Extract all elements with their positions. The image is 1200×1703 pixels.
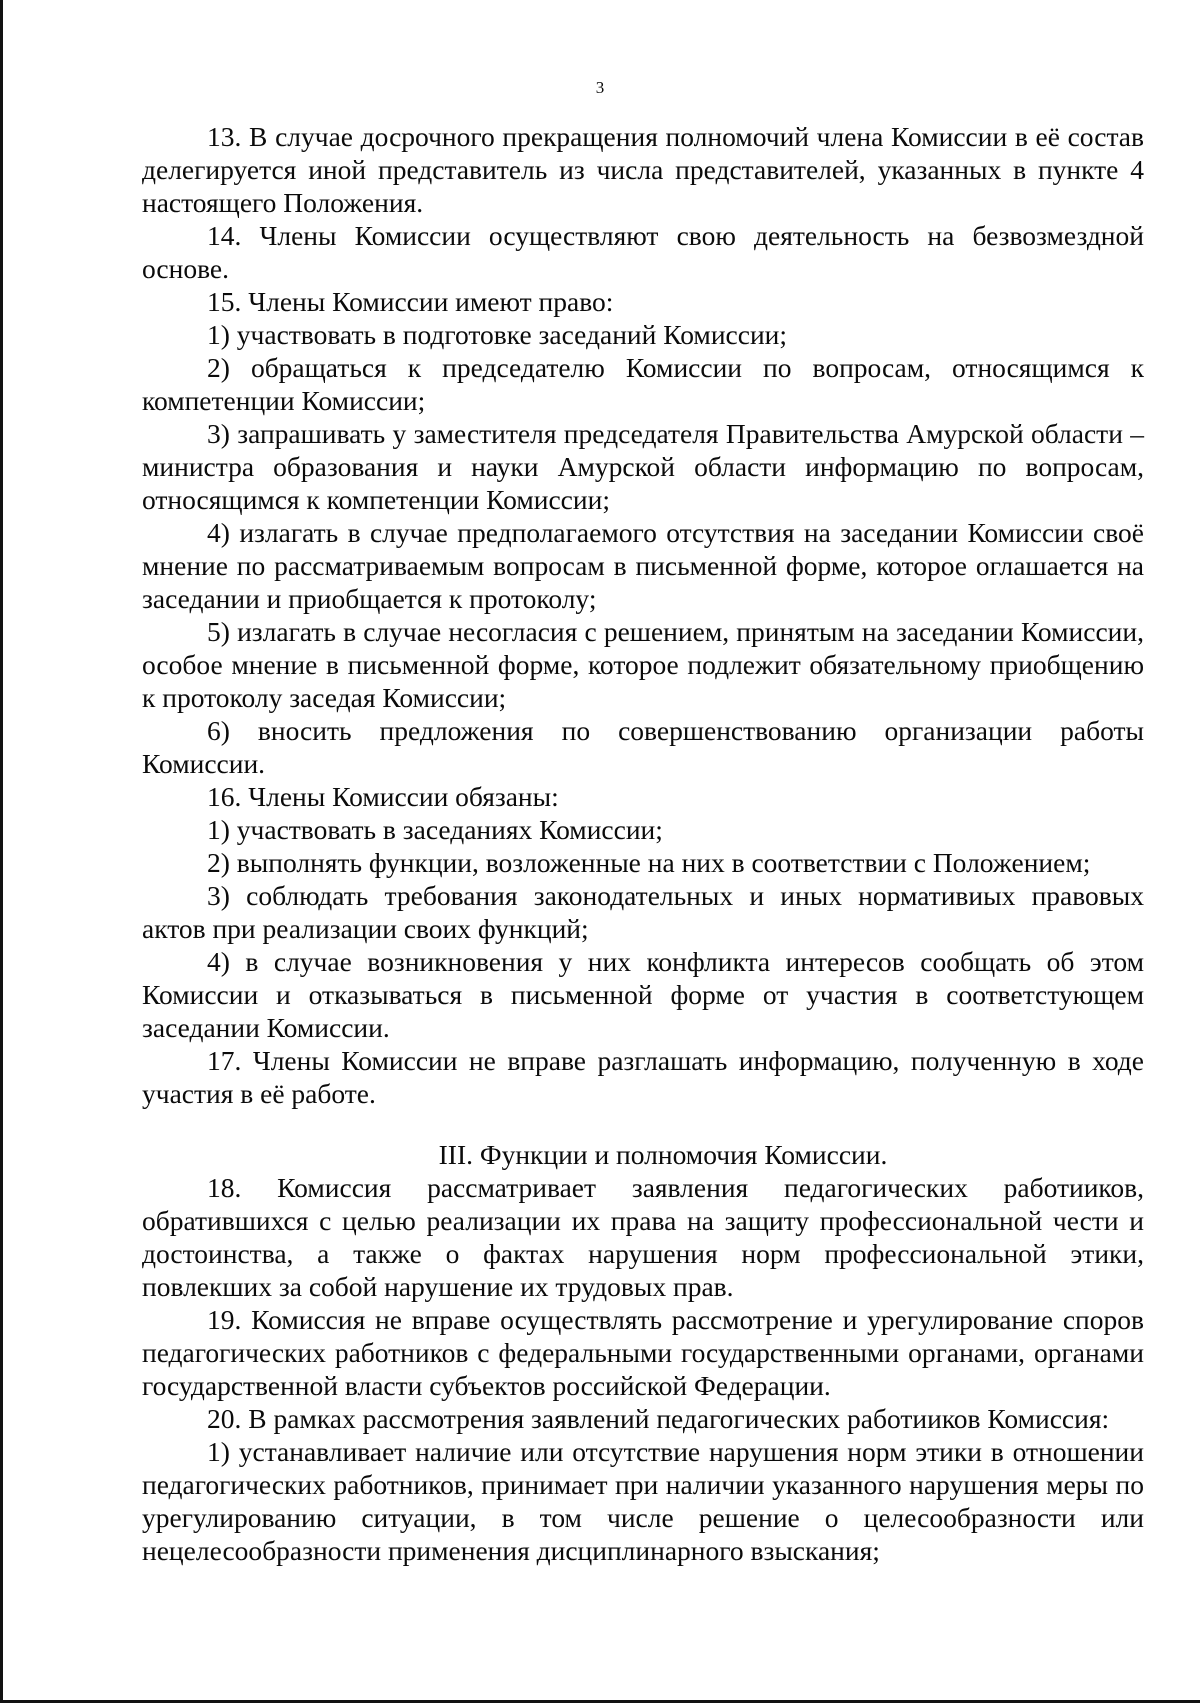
- document-body: [142, 120, 1144, 1567]
- list-item-16-1: 1) участвовать в заседаниях Комиссии;: [207, 814, 663, 845]
- list-item-15-5: 5) излагать в случае несогласия с решением, принятым на заседании Комиссии, особое мнение в письменной форме, которое подлежит обязательному приобщению к протоколу заседая Комиссии;: [142, 616, 1144, 713]
- list-item-15-2: 2) обращаться к председателю Комиссии по вопросам, относящимся к компетенции Комиссии;: [142, 352, 1144, 416]
- paragraph-18: 18. Комиссия рассматривает заявления педагогических работииков, обратившихся с целью реализации их права на защиту профессиональной чести и достоинства, а также о фактах нарушения норм профессиональной этики, повлекших за собой нарушение их трудовых прав.: [142, 1172, 1144, 1302]
- list-item-16-2: 2) выполнять функции, возложенные на них в соответствии с Положением;: [207, 847, 1091, 878]
- list-item-15-6: 6) вносить предложения по совершенствованию организации работы Комиссии.: [142, 715, 1144, 779]
- list-item-15-4: 4) излагать в случае предполагаемого отсутствия на заседании Комиссии своё мнение по рассматриваемым вопросам в письменной форме, которое оглашается на заседании и приобщается к протоколу;: [142, 517, 1144, 614]
- paragraph-19: 19. Комиссия не вправе осуществлять рассмотрение и урегулирование споров педагогических работников с федеральными государственными органами, органами государственной власти субъектов российской Федерации.: [142, 1304, 1144, 1401]
- section-heading: III. Функции и полномочия Комиссии.: [438, 1139, 888, 1170]
- list-item-15-3: 3) запрашивать у заместителя председателя Правительства Амурской области – министра образования и науки Амурской области информацию по вопросам, относящимся к компетенции Комиссии;: [142, 418, 1144, 515]
- list-item-20-1: 1) устанавливает наличие или отсутствие нарушения норм этики в отношении педагогических работников, принимает при наличии указанного нарушения меры по урегулированию ситуации, в том числе решение о целесообразности или нецелесообразности применения дисциплинарного взыскания;: [142, 1436, 1144, 1566]
- paragraph-15: 15. Члены Комиссии имеют право:: [207, 286, 614, 317]
- list-item-16-4: 4) в случае возникновения у них конфликта интересов сообщать об этом Комиссии и отказываться в письменной форме от участия в соответстующем заседании Комиссии.: [142, 946, 1144, 1043]
- paragraph-17: 17. Члены Комиссии не вправе разглашать информацию, полученную в ходе участия в её работе.: [142, 1045, 1144, 1109]
- paragraph-13: 13. В случае досрочного прекращения полномочий члена Комиссии в её состав делегируется иной представитель из числа представителей, указанных в пункте 4 настоящего Положения.: [142, 121, 1144, 218]
- page-number: 3: [595, 78, 605, 97]
- paragraph-14: 14. Члены Комиссии осуществляют свою деятельность на безвозмездной основе.: [142, 220, 1144, 284]
- list-item-15-1: 1) участвовать в подготовке заседаний Комиссии;: [207, 319, 788, 350]
- paragraph-20: 20. В рамках рассмотрения заявлений педагогических работииков Комиссия:: [207, 1403, 1110, 1434]
- paragraph-16: 16. Члены Комиссии обязаны:: [207, 781, 559, 812]
- scan-border-left: [0, 0, 3, 1703]
- list-item-16-3: 3) соблюдать требования законодательных и иных нормативиых правовых актов при реализации своих функций;: [142, 880, 1144, 944]
